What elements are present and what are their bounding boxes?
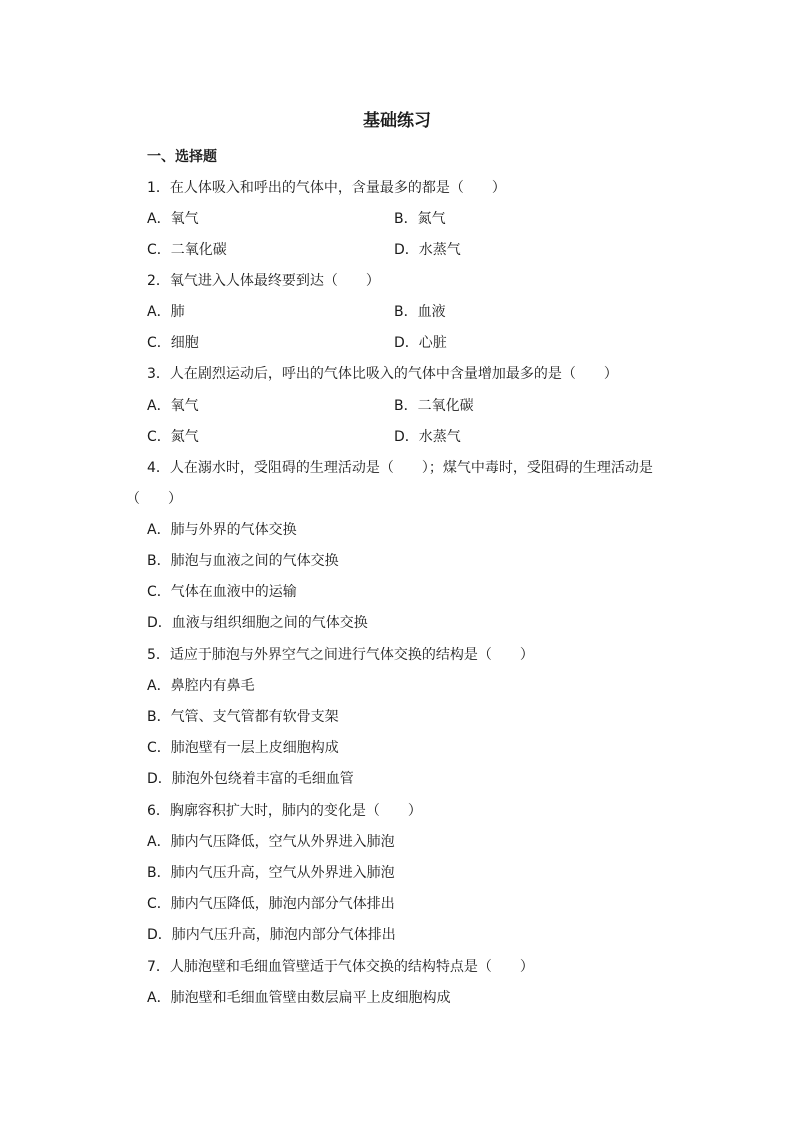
question-6-option-b: B．肺内气压升高，空气从外界进入肺泡 — [147, 865, 395, 881]
question-4-stem: 4．人在溺水时，受阻碍的生理活动是（ ）；煤气中毒时，受阻碍的生理活动是 — [147, 460, 653, 476]
question-4-option-b: B．肺泡与血液之间的气体交换 — [147, 553, 339, 569]
question-3-option-c: C．氮气 — [147, 429, 199, 445]
question-1-option-a: A．氧气 — [147, 211, 199, 227]
question-6-option-c: C．肺内气压降低，肺泡内部分气体排出 — [147, 896, 395, 912]
question-2-option-d: D．心脏 — [394, 335, 447, 351]
question-2-option-a: A．肺 — [147, 304, 185, 320]
question-6-stem: 6．胸廓容积扩大时，肺内的变化是（ ） — [147, 803, 422, 819]
question-2-stem: 2．氧气进入人体最终要到达（ ） — [147, 273, 380, 289]
question-5-option-b: B．气管、支气管都有软骨支架 — [147, 709, 339, 725]
question-4-stem-continued: （ ） — [126, 491, 182, 507]
question-7-stem: 7．人肺泡壁和毛细血管壁适于气体交换的结构特点是（ ） — [147, 959, 534, 975]
question-5-stem: 5．适应于肺泡与外界空气之间进行气体交换的结构是（ ） — [147, 647, 534, 663]
question-3-option-b: B．二氧化碳 — [394, 398, 474, 414]
question-5-option-d: D．肺泡外包绕着丰富的毛细血管 — [147, 771, 354, 787]
page-title: 基础练习 — [363, 111, 431, 131]
question-1-option-c: C．二氧化碳 — [147, 242, 227, 258]
question-6-option-d: D．肺内气压升高，肺泡内部分气体排出 — [147, 927, 396, 943]
question-2-option-c: C．细胞 — [147, 335, 199, 351]
question-3-option-d: D．水蒸气 — [394, 429, 461, 445]
question-6-option-a: A．肺内气压降低，空气从外界进入肺泡 — [147, 834, 395, 850]
question-5-option-a: A．鼻腔内有鼻毛 — [147, 678, 255, 694]
question-5-option-c: C．肺泡壁有一层上皮细胞构成 — [147, 740, 339, 756]
question-4-option-d: D．血液与组织细胞之间的气体交换 — [147, 615, 368, 631]
question-2-option-b: B．血液 — [394, 304, 446, 320]
question-1-stem: 1．在人体吸入和呼出的气体中，含量最多的都是（ ） — [147, 180, 506, 196]
section-heading: 一、选择题 — [147, 149, 217, 165]
question-3-stem: 3．人在剧烈运动后，呼出的气体比吸入的气体中含量增加最多的是（ ） — [147, 366, 618, 382]
question-4-option-c: C．气体在血液中的运输 — [147, 584, 297, 600]
question-1-option-d: D．水蒸气 — [394, 242, 461, 258]
question-1-option-b: B．氮气 — [394, 211, 446, 227]
question-3-option-a: A．氧气 — [147, 398, 199, 414]
question-4-option-a: A．肺与外界的气体交换 — [147, 522, 297, 538]
question-7-option-a: A．肺泡壁和毛细血管壁由数层扁平上皮细胞构成 — [147, 990, 451, 1006]
